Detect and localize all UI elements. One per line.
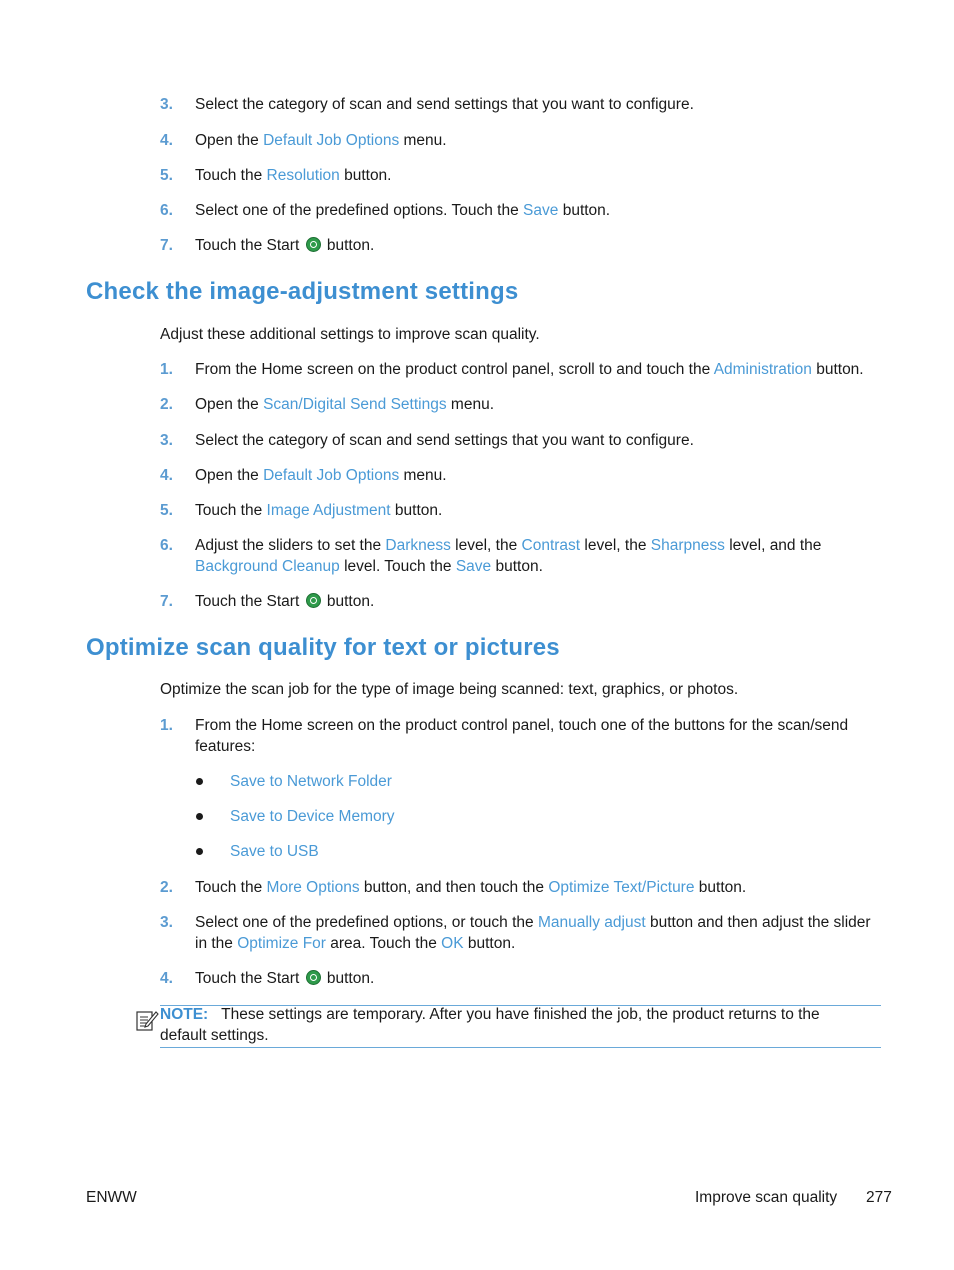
step-text: Adjust the sliders to set the Darkness level, the Contrast level, the Sharpness level, and the Background Cleanup level. Touch the Save button. bbox=[195, 537, 822, 575]
step-text: From the Home screen on the product control panel, touch one of the buttons for the scan/send features: bbox=[195, 717, 849, 755]
ui-label: Scan/Digital Send Settings bbox=[263, 396, 447, 413]
step-number: 3. bbox=[160, 96, 173, 113]
step-text: Touch the Start button. bbox=[195, 237, 375, 254]
note-body: These settings are temporary. After you have finished the job, the product returns to the bbox=[221, 1006, 820, 1023]
step-number: 7. bbox=[160, 593, 173, 610]
note-icon bbox=[135, 1008, 159, 1032]
footer-left: ENWW bbox=[86, 1189, 137, 1206]
section-intro: Optimize the scan job for the type of image being scanned: text, graphics, or photos. bbox=[160, 681, 739, 698]
ui-label: Sharpness bbox=[650, 537, 725, 554]
step-text: Select one of the predefined options. Touch the Save button. bbox=[195, 202, 611, 219]
step-number: 2. bbox=[160, 396, 173, 413]
ui-label: Default Job Options bbox=[263, 132, 400, 149]
footer-section-title: Improve scan quality bbox=[695, 1189, 838, 1206]
step-text: Touch the More Options button, and then touch the Optimize Text/Picture button. bbox=[195, 879, 747, 896]
start-icon bbox=[306, 970, 321, 985]
bullet-dot bbox=[196, 778, 203, 785]
bullet-dot bbox=[196, 848, 203, 855]
step-number: 3. bbox=[160, 914, 173, 931]
page-number: 277 bbox=[866, 1189, 892, 1206]
section-heading-optimize-scan: Optimize scan quality for text or pictures bbox=[86, 634, 560, 661]
ui-label: Darkness bbox=[385, 537, 451, 554]
step-number: 4. bbox=[160, 467, 173, 484]
ui-label: Contrast bbox=[521, 537, 581, 554]
ui-label-save-to-device-memory: Save to Device Memory bbox=[230, 808, 395, 825]
step-text: Open the Default Job Options menu. bbox=[195, 132, 447, 149]
step-text: Touch the Resolution button. bbox=[195, 167, 392, 184]
step-number: 1. bbox=[160, 361, 173, 378]
step-number: 4. bbox=[160, 970, 173, 987]
ui-label: Background Cleanup bbox=[195, 558, 340, 575]
note-text bbox=[160, 1004, 880, 1046]
ui-label: Default Job Options bbox=[263, 467, 400, 484]
ui-label: OK bbox=[441, 935, 464, 952]
ui-label: Administration bbox=[713, 361, 812, 378]
step-text: Select the category of scan and send settings that you want to configure. bbox=[195, 432, 694, 449]
step-text: Select the category of scan and send settings that you want to configure. bbox=[195, 96, 694, 113]
ui-label: Resolution bbox=[266, 167, 340, 184]
step-number: 6. bbox=[160, 537, 173, 554]
start-icon bbox=[306, 593, 321, 608]
step-text: Touch the Start button. bbox=[195, 970, 375, 987]
step-number: 4. bbox=[160, 132, 173, 149]
step-number: 5. bbox=[160, 167, 173, 184]
step-number: 7. bbox=[160, 237, 173, 254]
step-text: Open the Scan/Digital Send Settings menu. bbox=[195, 396, 494, 413]
step-text: From the Home screen on the product control panel, scroll to and touch the Administration button. bbox=[195, 361, 864, 378]
ui-label: Save bbox=[523, 202, 559, 219]
note-rule-bottom bbox=[160, 1047, 881, 1048]
note-label: NOTE: bbox=[160, 1006, 209, 1023]
ui-label-save-to-usb: Save to USB bbox=[230, 843, 319, 860]
step-text: Select one of the predefined options, or touch the Manually adjust button and then adjust the slider in the Optimize For area. Touch the OK button. bbox=[195, 914, 871, 952]
ui-label: Save bbox=[455, 558, 492, 575]
step-number: 1. bbox=[160, 717, 173, 734]
section-intro: Adjust these additional settings to improve scan quality. bbox=[160, 326, 540, 343]
ui-label: Image Adjustment bbox=[266, 502, 391, 519]
step-text: Touch the Image Adjustment button. bbox=[195, 502, 443, 519]
ui-label: Optimize For bbox=[237, 935, 326, 952]
step-text: Touch the Start button. bbox=[195, 593, 375, 610]
step-number: 2. bbox=[160, 879, 173, 896]
ui-label-save-to-network-folder: Save to Network Folder bbox=[230, 773, 392, 790]
note-body-continued: default settings. bbox=[160, 1027, 269, 1044]
step-number: 3. bbox=[160, 432, 173, 449]
ui-label: Manually adjust bbox=[537, 914, 646, 931]
step-number: 6. bbox=[160, 202, 173, 219]
step-number: 5. bbox=[160, 502, 173, 519]
bullet-dot bbox=[196, 813, 203, 820]
step-text: Open the Default Job Options menu. bbox=[195, 467, 447, 484]
start-icon bbox=[306, 237, 321, 252]
ui-label: More Options bbox=[266, 879, 360, 896]
ui-label: Optimize Text/Picture bbox=[548, 879, 695, 896]
section-heading-image-adjustment: Check the image-adjustment settings bbox=[86, 278, 519, 305]
